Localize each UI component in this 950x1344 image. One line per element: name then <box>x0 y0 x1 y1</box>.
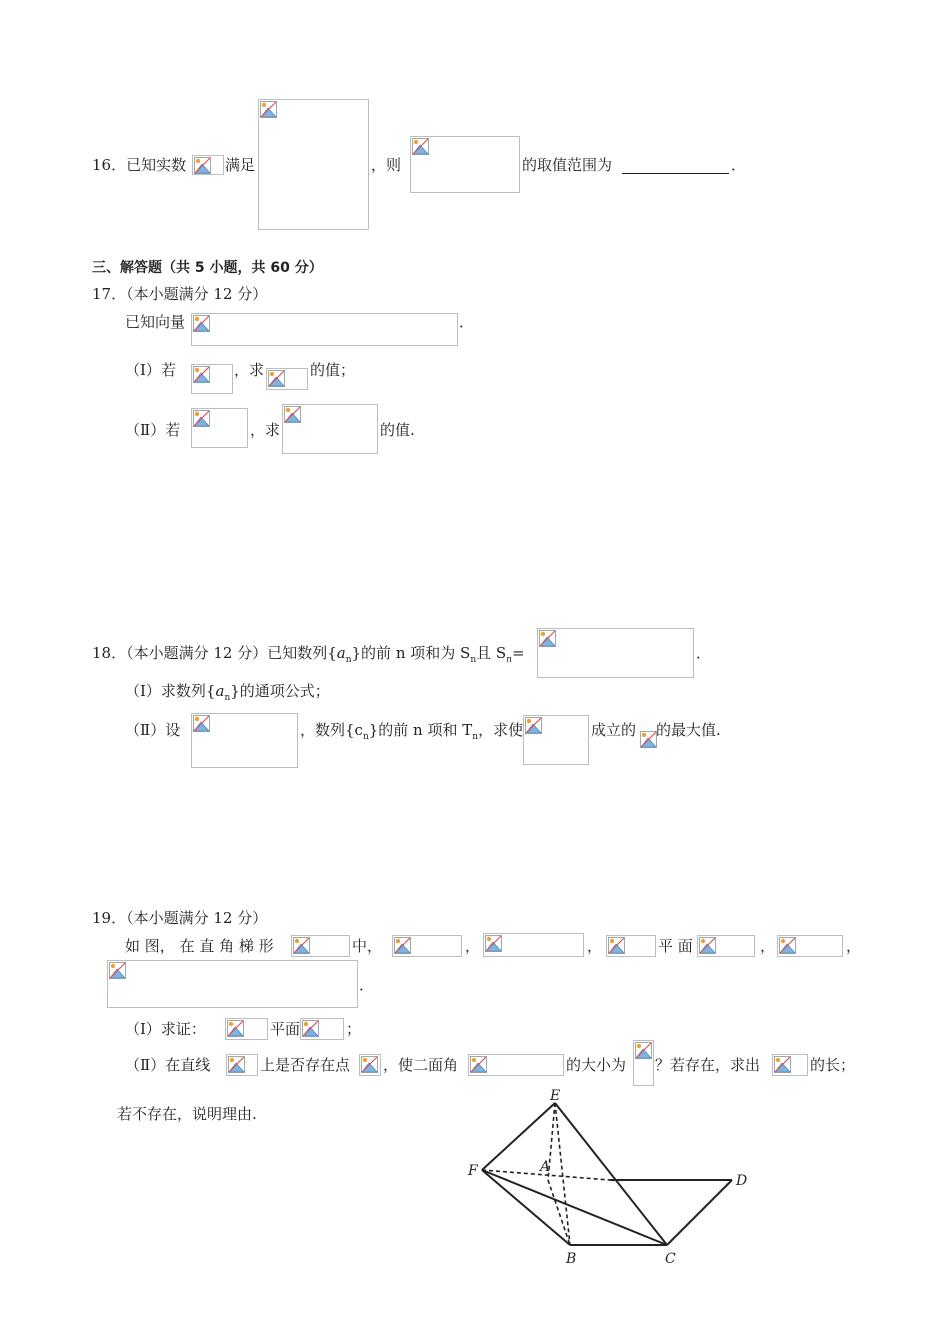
q16-text-then: ，则 <box>371 156 402 174</box>
label-D: D <box>736 1173 748 1189</box>
q19-part2-length: 的长； <box>810 1056 856 1074</box>
q19-line1-comma3: ， <box>760 937 776 955</box>
q16-answer-blank <box>622 173 729 174</box>
q19-line1-in: 中， <box>352 937 383 955</box>
q19-part2-size: 的大小为 <box>566 1056 627 1074</box>
broken-image-icon <box>412 138 429 155</box>
broken-image-icon <box>284 406 301 423</box>
q19-part2-label: （Ⅱ）在直线 <box>125 1056 211 1074</box>
q18-part2-n-image <box>639 730 656 748</box>
edge-CD <box>667 1180 732 1245</box>
label-A: A <box>540 1159 551 1175</box>
q19-part2-angle-value-image <box>633 1040 654 1086</box>
q16-period: ． <box>731 156 747 174</box>
q19-plane-image <box>697 935 755 957</box>
q18-sum-formula-image <box>537 628 694 678</box>
q19-trapezoid-image <box>291 935 350 957</box>
broken-image-icon <box>193 715 210 732</box>
broken-image-icon <box>525 717 542 734</box>
q17-part1-target-image <box>266 368 308 390</box>
q19-part2-length-image <box>772 1054 808 1076</box>
broken-image-icon <box>394 937 411 954</box>
q19-line1-comma2: ， <box>587 937 603 955</box>
q19-line1-comma4: ， <box>846 937 862 955</box>
q19-condition4-image <box>777 935 843 957</box>
section3-title: 三、解答题（共 5 小题，共 60 分） <box>92 260 323 276</box>
q19-part1-semicolon: ； <box>346 1020 362 1038</box>
broken-image-icon <box>260 101 277 118</box>
label-B: B <box>566 1251 577 1267</box>
q19-part2-dihedral: ，使二面角 <box>383 1056 459 1074</box>
q17-part1-label: （Ⅰ）若 <box>125 361 176 379</box>
q17-part2-target-image <box>282 404 378 454</box>
q17-heading: 17．（本小题满分 12 分） <box>92 285 268 303</box>
q19-condition5-image <box>107 960 358 1008</box>
broken-image-icon <box>194 157 211 174</box>
q18-part2-cn-image <box>191 713 298 768</box>
broken-image-icon <box>193 410 210 427</box>
broken-image-icon <box>293 937 310 954</box>
q19-part1-plane: 平面 <box>270 1020 301 1038</box>
q16-number: 16．已知实数 <box>92 156 187 174</box>
q17-part1-value: 的值； <box>310 361 356 379</box>
broken-image-icon <box>193 315 210 332</box>
edge-EC <box>555 1103 667 1245</box>
q19-part1-plane-image <box>300 1018 344 1040</box>
broken-image-icon <box>774 1056 791 1073</box>
q16-constraints-image <box>258 99 369 230</box>
q17-part1-condition-image <box>191 364 233 394</box>
q17-part1-find: ，求 <box>234 361 265 379</box>
q19-part2-find: ？若存在，求出 <box>655 1056 761 1074</box>
broken-image-icon <box>361 1056 378 1073</box>
broken-image-icon <box>302 1020 319 1037</box>
q17-part2-find: ，求 <box>250 421 281 439</box>
q16-text-range: 的取值范围为 <box>522 156 613 174</box>
q18-part2-max: 的最大值. <box>656 721 721 739</box>
label-E: E <box>550 1088 561 1104</box>
broken-image-icon <box>640 731 657 748</box>
q18-heading-period: ． <box>696 644 712 662</box>
broken-image-icon <box>635 1042 652 1059</box>
q17-vectors-image <box>191 313 458 346</box>
q16-variable-image <box>192 155 224 175</box>
broken-image-icon <box>608 937 625 954</box>
q19-part2-angle-image <box>468 1054 564 1076</box>
q19-condition1-image <box>392 935 462 957</box>
q19-line1-comma1: ， <box>465 937 481 955</box>
broken-image-icon <box>228 1056 245 1073</box>
q19-line2-period: ． <box>359 976 375 994</box>
q16-expression-image <box>410 136 520 193</box>
q19-part2-point-image <box>359 1054 381 1076</box>
broken-image-icon <box>109 962 126 979</box>
q19-part2-line-image <box>226 1054 258 1076</box>
q19-line1-intro: 如 图， 在 直 角 梯 形 <box>125 937 274 955</box>
q19-part1-line-image <box>225 1018 268 1040</box>
q17-given-text: 已知向量 <box>125 313 186 331</box>
edge-FC <box>482 1170 667 1245</box>
broken-image-icon <box>779 937 796 954</box>
label-F: F <box>468 1163 478 1179</box>
q19-part1-label: （Ⅰ）求证： <box>125 1020 206 1038</box>
broken-image-icon <box>193 366 210 383</box>
q17-part2-condition-image <box>191 408 248 448</box>
q18-heading: 18．（本小题满分 12 分）已知数列$\{a_n\}$的前 n 项和为 $S_n$且 $S_n=$ <box>92 644 525 665</box>
q19-part2-exists: 上是否存在点 <box>260 1056 351 1074</box>
q17-part2-label: （Ⅱ）若 <box>125 421 181 439</box>
geometry-figure <box>460 1085 760 1270</box>
q18-part2-holds: 成立的 <box>591 721 637 739</box>
q19-part2-else: 若不存在，说明理由. <box>117 1105 257 1123</box>
q18-part2-text: ，数列$\{c_n\}$的前 n 项和 $T_n$，求使 <box>300 721 524 742</box>
broken-image-icon <box>699 937 716 954</box>
q19-condition3-image <box>606 935 656 957</box>
q19-line1-plane: 平 面 <box>658 937 693 955</box>
q18-part1: （Ⅰ）求数列$\{a_n\}$的通项公式； <box>125 682 330 703</box>
broken-image-icon <box>227 1020 244 1037</box>
q17-given-period: ． <box>459 313 475 331</box>
q18-part2-inequality-image <box>523 715 589 765</box>
label-C: C <box>665 1251 676 1267</box>
broken-image-icon <box>485 935 502 952</box>
q17-part2-value: 的值. <box>380 421 415 439</box>
q19-heading: 19．（本小题满分 12 分） <box>92 909 268 927</box>
q16-text-satisfy: 满足 <box>225 156 256 174</box>
broken-image-icon <box>470 1056 487 1073</box>
q18-part2-label: （Ⅱ）设 <box>125 721 181 739</box>
q19-condition2-image <box>483 933 584 957</box>
broken-image-icon <box>539 630 556 647</box>
broken-image-icon <box>268 370 285 387</box>
edge-EB-hidden <box>555 1103 570 1245</box>
